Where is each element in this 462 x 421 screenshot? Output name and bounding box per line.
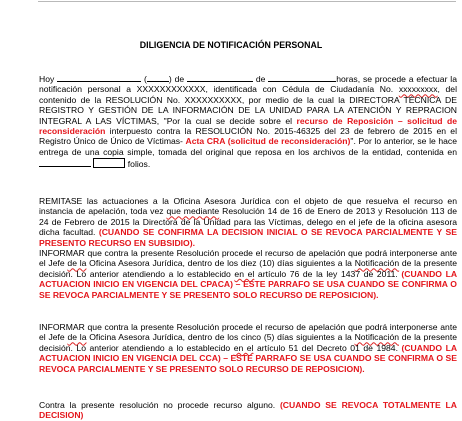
blank-day-words[interactable]	[57, 72, 141, 82]
p1-text: interpuesto contra la RESOLUCIÓN No. 2015-46325 del 23 de febrero de 2015 en el Registro Único de Único de Víctimas-	[39, 126, 457, 147]
paragraph-notification	[39, 72, 457, 170]
paragraph-informar-cpaca	[39, 248, 457, 300]
p2-text: que mediante	[166, 206, 220, 217]
blank-folios-number[interactable]	[93, 158, 125, 168]
p4-text: INFORMAR que contra la presente Resolución procede el recurso de apelación que podrá interponerse ante el Jefe	[39, 322, 457, 343]
p4-red-text: (CUANDO LA ACTUACION INICIO EN VIGENCIA DEL CCA) – ESTE PARRAFO SE USA CUANDO SE CONFIRMA O SE REVOCA PARCIALMENTE Y SE PRESENTO SOLO RECURSO DE REPOSICION).	[39, 342, 458, 374]
blank-folios-words[interactable]	[39, 157, 91, 167]
p4-text: artículo 51 del Decreto 01 de 1984.	[256, 342, 398, 353]
p1-text: folios.	[127, 159, 151, 170]
p5-text: Contra la presente resolución no procede recurso alguno.	[39, 400, 276, 410]
p1-text: , del contenido de la RESOLUCIÓN No. XXXXXXXXXX, por medio de la cual la DIRECTORA TÉCNICA DE REGISTRO Y GESTIÓN DE LA INFORMACIÓN DE LA UNIDAD PARA LA ATENCIÓN Y REPRACION INTEGRAL A LAS VÍCTIMAS,	[39, 84, 458, 126]
p1-red-text: recurso de Reposición – solicitud de reconsideración	[39, 115, 458, 137]
p1-text: ) de	[168, 74, 185, 84]
p3-text: INFORMAR que contra la presente Resolución procede el recurso de apelación que podrá interponerse ante el Jefe	[39, 248, 457, 269]
p1-text: horas, se procede a efectuar la notificación personal a XXXXXXXXXXXX, identificada con Cédula de Ciudadanía No.	[39, 74, 457, 95]
p1-red-text: Acta CRA (solicitud de reconsideración)	[185, 136, 351, 147]
paragraph-remitase	[39, 196, 457, 248]
p1-text: de	[255, 74, 266, 84]
p4-text: Oficina Asesora Jurídica, dentro de los cinco (5) días siguientes a la	[89, 332, 352, 343]
p1-text: xxxxxxxxx	[398, 84, 438, 95]
p4-text: de la	[67, 332, 87, 343]
p3-red-text: (CUANDO LA ACTUACION INICIO EN VIGENCIA DEL CPACA) – ESTE PARRAFO SE USA CUANDO SE CONFIRMA O SE REVOCA PARCIALMENTE Y SE PRESENTO SOLO RECURSO DE REPOSICION).	[39, 268, 458, 300]
p4-text: en el	[233, 342, 254, 353]
document-title: DILIGENCIA DE NOTIFICACIÓN PERSONAL	[139, 40, 323, 50]
p3-text: Notificación	[354, 258, 400, 269]
p3-text: de la presente decisión. Lo anterior atendiendo a lo establecido	[39, 258, 458, 279]
p2-text: REMITASE las actuaciones a la Oficina Asesora Jurídica con el objeto de que resuelva el recurso en instancia de apelación, toda vez	[39, 196, 457, 217]
paragraph-informar-cca	[39, 322, 457, 374]
p5-red-text: (CUANDO SE REVOCA TOTALMENTE LA DECISION)	[39, 400, 457, 421]
p2-red-text: (CUANDO SE CONFIRMA LA DECISION INICIAL O SE REVOCA PARCIALMENTE Y SE PRESENTO RECURSO EN SUBSIDIO).	[39, 227, 457, 248]
p3-text: de la	[67, 258, 87, 269]
p3-text: artículo 76 de la ley 1437 de 2011.	[257, 268, 398, 279]
p1-text: Hoy	[39, 74, 55, 84]
blank-year[interactable]	[268, 72, 336, 82]
p1-text: ". Por lo anterior, se le hace entrega de una copia simple, tomada del original que reposa en los archivos de la entidad, contenida en	[39, 136, 458, 157]
p4-text: Notificación	[354, 332, 399, 343]
p3-text: en el	[234, 268, 255, 279]
p4-text: de la presente decisión. Lo anterior atendiendo a lo establecido	[39, 332, 457, 353]
p2-text: Resolución 14 de 16 de Enero de 2013 y Resolución 113 de 24 de Febrero de 2015 la Directora de la Unidad para las Víctimas, delego en el jefe de la oficina asesora dicha facultad.	[39, 206, 457, 238]
blank-day-number[interactable]	[147, 72, 169, 82]
blank-month[interactable]	[187, 72, 253, 82]
p3-text: Oficina Asesora Jurídica, dentro de los diez (10) días siguientes a la	[89, 258, 352, 269]
paragraph-no-recurso	[39, 400, 457, 421]
p1-text: (	[143, 74, 147, 84]
page-top-rule	[38, 1, 456, 2]
p1-text: "Por la cual se decide sobre el	[163, 115, 293, 126]
